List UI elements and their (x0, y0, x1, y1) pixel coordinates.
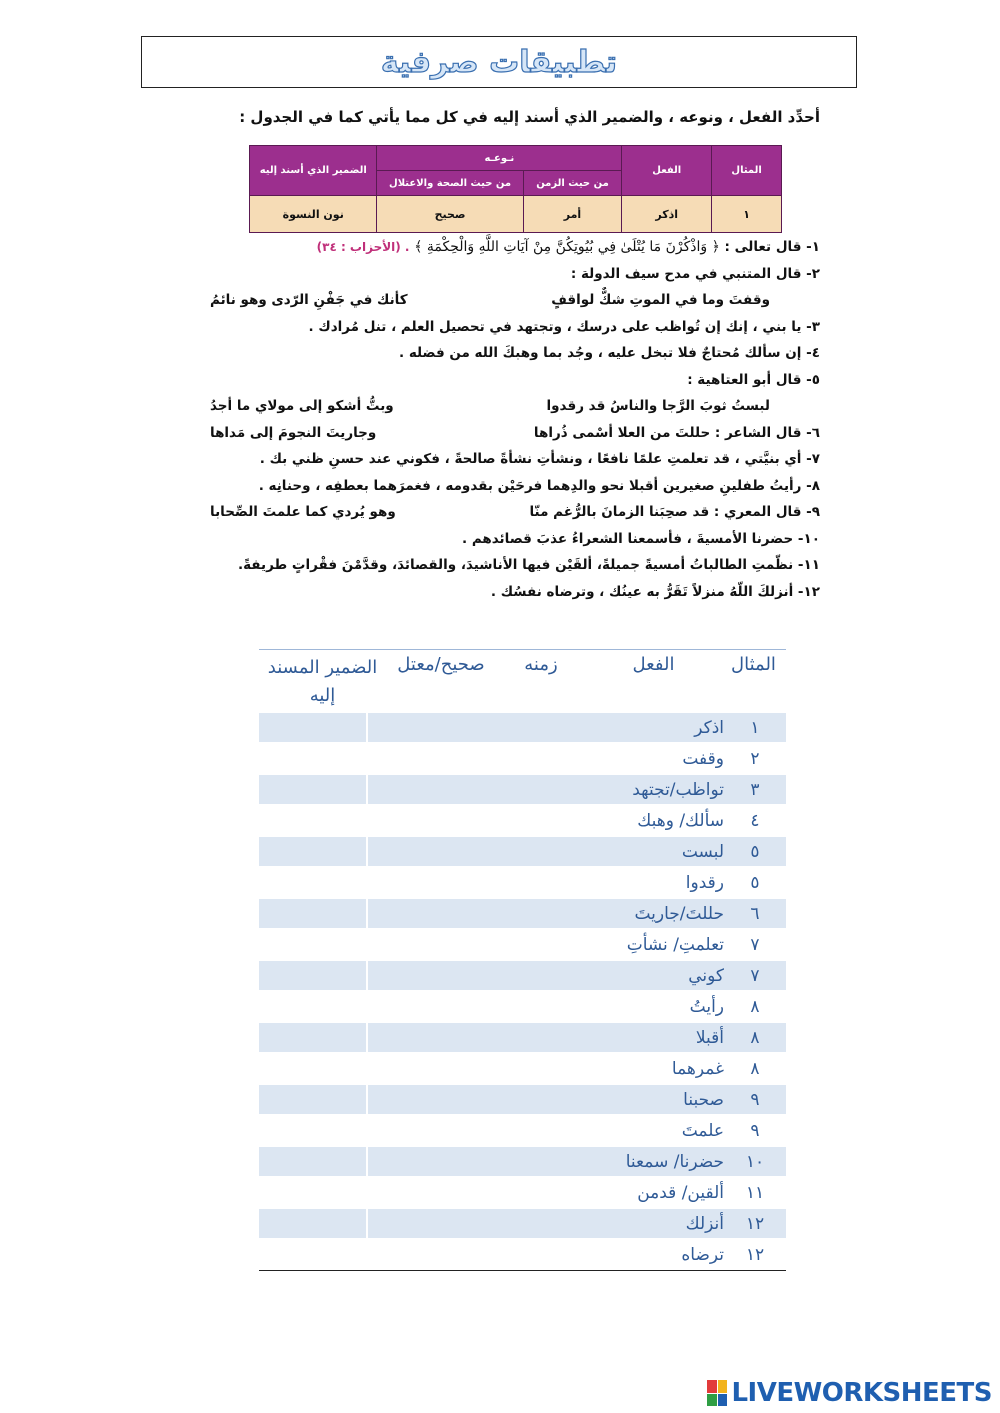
answer-cell-number: ٨ (750, 1027, 760, 1048)
answer-cell-number: ١٠ (745, 1151, 765, 1172)
exercise-line-4: ٤- إن سألك مُحتاجٌ فلا تبخل عليه ، وجُد بما وهبكَ الله من فضله . (398, 345, 820, 361)
answer-header-row (259, 649, 786, 712)
answer-row-main (368, 1023, 786, 1052)
table-row (259, 774, 786, 805)
table-row (259, 867, 786, 898)
answer-header-type: صحيح/معتل (397, 654, 485, 675)
answer-cell-verb: وقفت (682, 748, 724, 769)
table-row (259, 805, 786, 836)
liveworksheets-wordmark: LIVEWORKSHEETS (731, 1378, 992, 1408)
verse-9-first-half: ٩- قال المعري : قد صحِبَنا الزمانَ بالرُّغم منّا (529, 504, 820, 520)
table-row (259, 1053, 786, 1084)
answer-row-main (368, 1178, 786, 1207)
answer-cell-pronoun-input[interactable] (259, 1085, 366, 1114)
answer-cell-verb: سألك/ وهبك (637, 810, 724, 831)
answer-row-main (368, 961, 786, 990)
answer-cell-pronoun-input[interactable] (259, 744, 366, 773)
answer-header-verb: الفعل (632, 654, 675, 675)
table-row (259, 1084, 786, 1115)
answer-cell-verb: رقدوا (685, 872, 724, 893)
answer-cell-pronoun-input[interactable] (259, 992, 366, 1021)
verse-5-second-half: وبتُّ أشكو إلى مولاي ما أجدُ (210, 398, 394, 414)
table-row (259, 1115, 786, 1146)
poem-verse-5 (180, 393, 820, 420)
answer-row-main (368, 1054, 786, 1083)
answer-cell-pronoun-input[interactable] (259, 806, 366, 835)
answer-row-main (368, 837, 786, 866)
answer-cell-number: ١٢ (745, 1213, 765, 1234)
answer-cell-number: ٦ (750, 903, 760, 924)
example-header-sound: من حيث الصحة والاعتلال (377, 171, 523, 196)
exercise-line-5: ٥- قال أبو العتاهية : (687, 371, 820, 388)
answer-cell-verb: صحبنا (683, 1089, 724, 1110)
table-row (259, 1239, 786, 1270)
answer-row-main (368, 806, 786, 835)
answer-cell-pronoun-input[interactable] (259, 899, 366, 928)
example-header-time: من حيث الزمن (523, 171, 622, 196)
title-box (141, 36, 857, 88)
verse-2-second-half: كأنك في جَفْنِ الرّدى وهو نائمُ (210, 292, 408, 308)
instruction-text: أحدِّد الفعل ، ونوعه ، والضمير الذي أسند إليه في كل مما يأتي كما في الجدول : (239, 108, 820, 126)
table-row (259, 991, 786, 1022)
verse-6-second-half: وجاريتَ النجومَ إلى مَداها (210, 424, 377, 441)
answer-rows (259, 712, 786, 1270)
answer-cell-pronoun-input[interactable] (259, 713, 366, 742)
example-table (249, 145, 782, 233)
answer-cell-pronoun-input[interactable] (259, 868, 366, 897)
worksheet-title: تطبيقات صرفية (380, 44, 618, 80)
example-header-number: المثال (712, 146, 782, 196)
exercise-line-8: ٨- رأيتُ طفلينِ صغيرين أقبلا نحو والدِهما فرحَيْن بقدومه ، فغمرَهما بعطفِه ، وحنانِه . (258, 477, 820, 494)
answer-cell-pronoun-input[interactable] (259, 1240, 366, 1269)
answer-cell-pronoun-input[interactable] (259, 961, 366, 990)
answer-row-main (368, 1085, 786, 1114)
answer-cell-number: ٥ (750, 872, 760, 893)
table-row (259, 836, 786, 867)
exercise-line-9 (180, 499, 820, 526)
example-cell-pronoun: نون النسوة (250, 196, 377, 233)
answer-cell-number: ٨ (750, 996, 760, 1017)
table-row (259, 743, 786, 774)
exercise-line-3: ٣- يا بني ، إنك إن تُواظب على درسك ، وتجتهد في تحصيل العلم ، تنل مُرادك . (308, 318, 820, 335)
answer-cell-number: ١ (750, 717, 760, 738)
answer-header-number: المثال (731, 654, 776, 675)
answer-cell-verb: تعلمتِ/ نشأتِ (626, 934, 724, 955)
answer-cell-verb: أقبلا (695, 1027, 724, 1048)
table-row (259, 712, 786, 743)
answer-table (259, 649, 786, 1271)
exercise-line-2: ٢- قال المتنبي في مدح سيف الدولة : (570, 265, 820, 282)
table-row (259, 1177, 786, 1208)
answer-cell-number: ٧ (750, 965, 760, 986)
table-row (259, 929, 786, 960)
answer-row-main (368, 1240, 786, 1269)
poem-verse-2 (180, 287, 820, 314)
answer-cell-verb: غمرهما (671, 1058, 724, 1079)
example-header-verb: الفعل (622, 146, 712, 196)
example-header-type: نـوعـه (377, 146, 622, 171)
answer-table-bottom-rule (259, 1270, 786, 1271)
answer-cell-verb: اذكر (694, 717, 724, 738)
answer-cell-verb: رأيتُ (689, 996, 724, 1017)
answer-cell-verb: علمتَ (681, 1120, 724, 1141)
answer-cell-number: ٨ (750, 1058, 760, 1079)
answer-cell-number: ١١ (745, 1182, 765, 1203)
answer-cell-verb: ترضاه (681, 1244, 724, 1265)
answer-cell-pronoun-input[interactable] (259, 1116, 366, 1145)
answer-cell-number: ٧ (750, 934, 760, 955)
table-row (259, 960, 786, 991)
liveworksheets-brand (707, 1378, 992, 1408)
answer-row-main (368, 713, 786, 742)
answer-cell-pronoun-input[interactable] (259, 930, 366, 959)
answer-cell-verb: لبست (681, 841, 724, 862)
exercise-line-7: ٧- أي بنيَّتي ، قد تعلمتِ علمًا نافعًا ، ونشأتِ نشأةً صالحةً ، فكوني عند حسنِ ظني بك . (259, 451, 820, 467)
answer-cell-number: ٩ (750, 1089, 760, 1110)
example-header-pronoun: الضمير الذي أسند إليه (250, 146, 377, 196)
answer-cell-verb: تواظب/تجتهد (632, 779, 724, 800)
quran-reference: . (الأحزاب : ٣٤) (316, 240, 410, 254)
exercise-line-10: ١٠- حضرنا الأمسيةَ ، فأسمعنا الشعراءُ عذبَ قصائدهم . (461, 530, 820, 547)
answer-row-main (368, 775, 786, 804)
exercise-line-11: ١١- نظّمتِ الطالباتُ أمسيةً جميلةً، ألقَيْن فيها الأناشيدَ، والقصائدَ، وقدَّمْنَ فقْراتٍ طريفةً. (237, 557, 820, 573)
answer-cell-verb: كوني (688, 965, 724, 986)
quran-verse: ﴿ وَاذْكُرْنَ مَا يُتْلَىٰ فِي بُيُوتِكُنَّ مِنْ آيَاتِ اللَّهِ وَالْحِكْمَةِ ﴾ (414, 239, 720, 255)
answer-cell-verb: حضرنا/ سمعنا (625, 1151, 724, 1172)
exercise-line-6 (180, 420, 820, 447)
example-cell-time: أمر (523, 196, 622, 233)
answer-cell-pronoun-input[interactable] (259, 775, 366, 804)
answer-cell-number: ٩ (750, 1120, 760, 1141)
table-row (259, 898, 786, 929)
answer-row-main (368, 899, 786, 928)
example-cell-sound: صحيح (377, 196, 523, 233)
example-cell-verb: اذكر (622, 196, 712, 233)
table-row (259, 1208, 786, 1239)
answer-cell-number: ٤ (750, 810, 760, 831)
answer-row-main (368, 1116, 786, 1145)
line-1-prefix: ١- قال تعالى : (724, 239, 820, 255)
verse-6-first-half: ٦- قال الشاعر : حللتَ من العلا أسْمى ذُراها (533, 424, 820, 441)
answer-row-main (368, 744, 786, 773)
answer-cell-pronoun-input[interactable] (259, 1209, 366, 1238)
answer-cell-number: ٢ (750, 748, 760, 769)
answer-cell-pronoun-input[interactable] (259, 1147, 366, 1176)
answer-cell-pronoun-input[interactable] (259, 837, 366, 866)
answer-cell-verb: ألقين/ قدمن (637, 1182, 724, 1203)
answer-cell-verb: أنزلك (685, 1213, 724, 1234)
answer-cell-number: ١٢ (745, 1244, 765, 1265)
answer-cell-number: ٣ (750, 779, 760, 800)
answer-cell-number: ٥ (750, 841, 760, 862)
answer-row-main (368, 1147, 786, 1176)
answer-row-main (368, 1209, 786, 1238)
answer-header-time: زمنه (524, 654, 558, 675)
verse-2-first-half: وقفتَ وما في الموتِ شكٌّ لواقفٍ (551, 292, 770, 308)
answer-cell-pronoun-input[interactable] (259, 1054, 366, 1083)
exercise-lines (180, 234, 820, 605)
table-row (259, 1022, 786, 1053)
verse-9-second-half: وهو يُردي كما علمتَ الصِّحابا (210, 504, 396, 520)
answer-row-main (368, 868, 786, 897)
answer-cell-pronoun-input[interactable] (259, 1178, 366, 1207)
answer-cell-verb: حللتَ/جاريتَ (634, 903, 724, 924)
answer-header-pronoun: الضمير المسند إليه (267, 657, 378, 706)
verse-5-first-half: لبستُ ثوبَ الرَّجا والناسُ قد رقدوا (546, 398, 770, 414)
answer-cell-pronoun-input[interactable] (259, 1023, 366, 1052)
answer-row-main (368, 930, 786, 959)
liveworksheets-logo-icon (707, 1380, 727, 1406)
exercise-line-12: ١٢- أنزلكَ اللّهُ منزلاً تَقَرُّ به عينُك ، وترضاه نفسُك . (490, 583, 820, 600)
table-row (259, 1146, 786, 1177)
example-cell-number: ١ (712, 196, 782, 233)
answer-row-main (368, 992, 786, 1021)
exercise-line-1 (180, 234, 820, 261)
